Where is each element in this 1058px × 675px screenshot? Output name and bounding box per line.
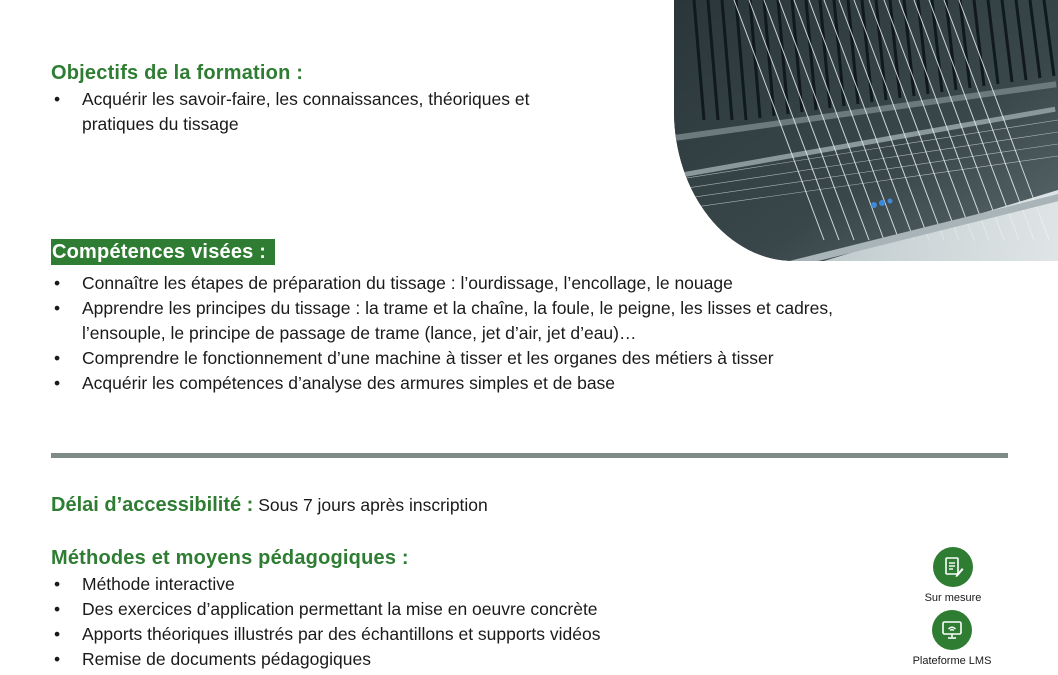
list-item (51, 622, 600, 647)
list-item-text: Apprendre les principes du tissage : la trame et la chaîne, la foule, le peigne, les lisses et cadres, (82, 298, 833, 318)
monitor-icon (932, 610, 972, 650)
document-pen-icon (933, 547, 973, 587)
list-item-text: Apports théoriques illustrés par des échantillons et supports vidéos (82, 624, 601, 644)
delai-value: Sous 7 jours après inscription (258, 495, 488, 515)
list-item (51, 371, 833, 396)
loom-photo (674, 0, 1058, 261)
list-item-text: Comprendre le fonctionnement d’une machine à tisser et les organes des métiers à tisser (82, 348, 774, 368)
competences-heading: Compétences visées : (51, 239, 275, 265)
list-item-text: Acquérir les compétences d’analyse des armures simples et de base (82, 373, 616, 393)
list-item (51, 271, 833, 296)
list-item-text: l’ensouple, le principe de passage de trame (lance, jet d’air, jet d’eau)… (82, 323, 637, 343)
list-item (51, 572, 600, 597)
objectifs-list (51, 87, 529, 137)
objectifs-heading: Objectifs de la formation : (51, 62, 304, 84)
plateforme-lms-badge (892, 610, 1012, 668)
list-item-text: Acquérir les savoir-faire, les connaissances, théoriques et (82, 89, 530, 109)
delai-label: Délai d’accessibilité : (51, 494, 254, 516)
list-item (51, 87, 529, 137)
list-item (51, 647, 600, 672)
sur-mesure-badge (893, 547, 1013, 605)
section-divider (51, 453, 1008, 458)
list-item-text: Connaître les étapes de préparation du tissage : l’ourdissage, l’encollage, le nouage (82, 273, 733, 293)
methodes-heading: Méthodes et moyens pédagogiques : (51, 547, 409, 569)
competences-list (51, 271, 833, 396)
list-item (51, 597, 600, 622)
list-item-text: pratiques du tissage (82, 114, 239, 134)
methodes-list (51, 572, 600, 672)
list-item-text: Méthode interactive (82, 574, 235, 594)
sur-mesure-label: Sur mesure (924, 592, 982, 604)
list-item-text: Des exercices d’application permettant la mise en oeuvre concrète (82, 599, 598, 619)
plateforme-lms-label: Plateforme LMS (912, 655, 992, 667)
list-item (51, 296, 833, 346)
list-item (51, 346, 833, 371)
delai-line (51, 492, 488, 518)
list-item-text: Remise de documents pédagogiques (82, 649, 371, 669)
